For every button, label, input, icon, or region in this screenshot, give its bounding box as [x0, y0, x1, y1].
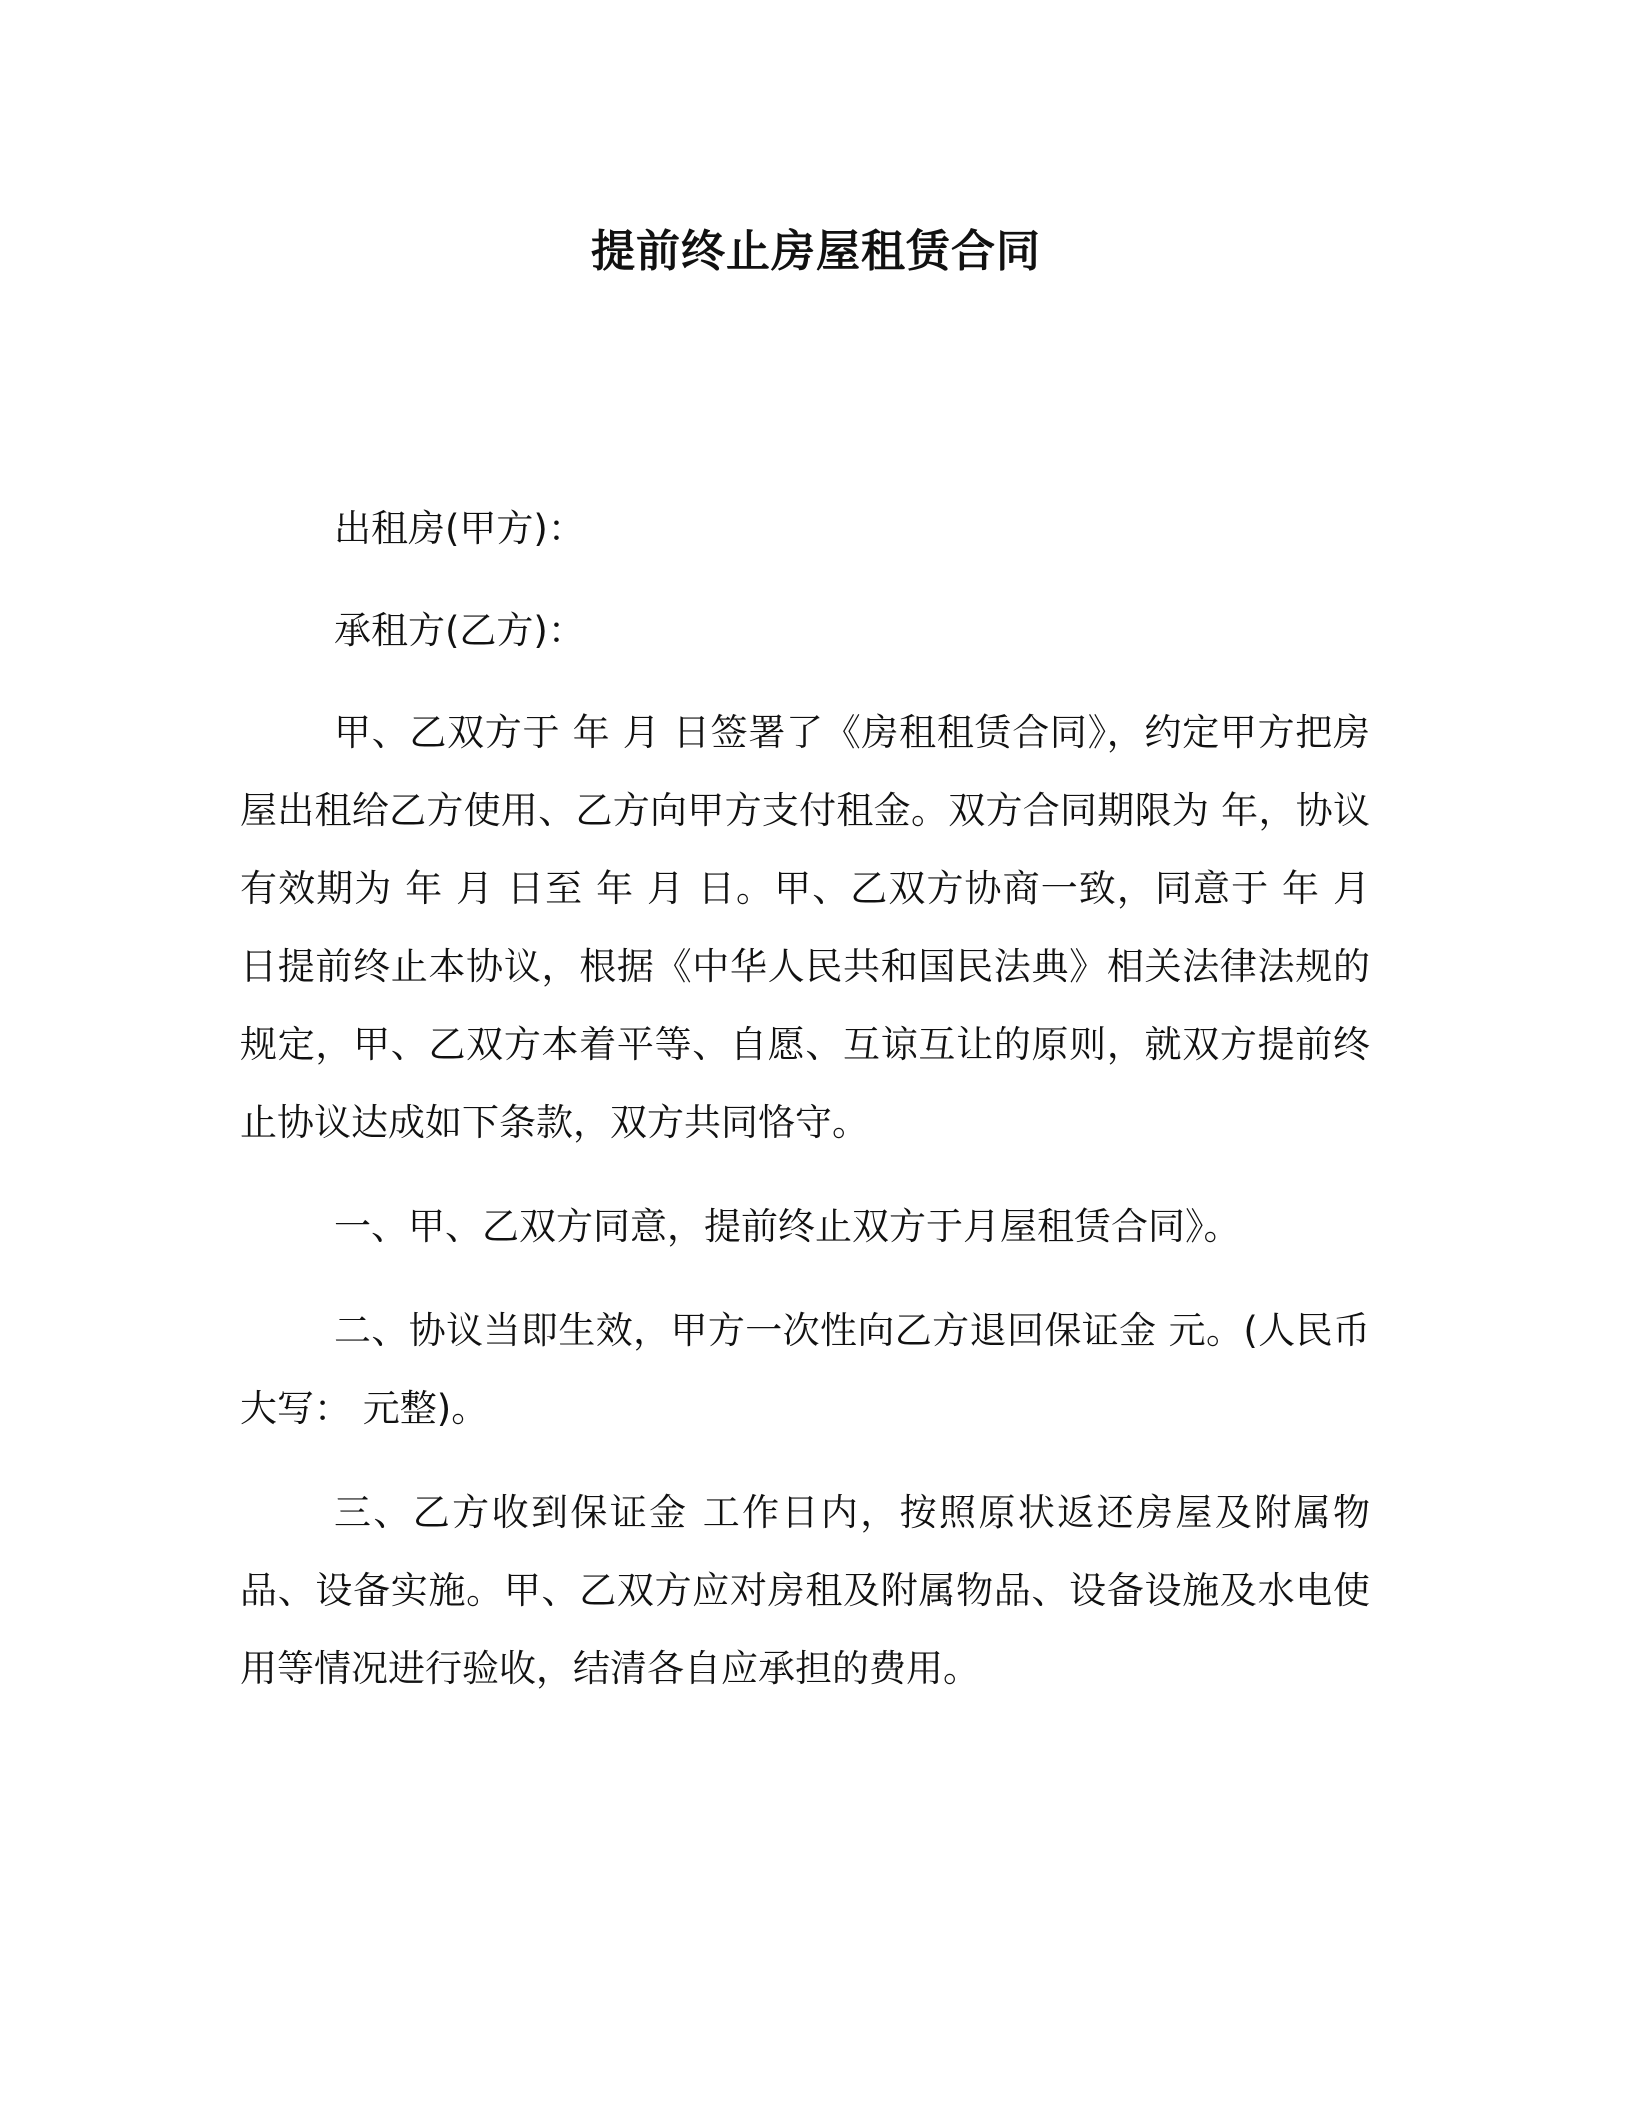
clause-1: 一、甲、乙双方同意，提前终止双方于月屋租赁合同》。	[334, 1205, 1241, 1248]
preamble-paragraph: 甲、乙双方于 年 月 日签署了《房租租赁合同》，约定甲方把房屋出租给乙方使用、乙方向甲方支付租金。双方合同期限为 年，协议有效期为 年 月 日至 年 月 日。甲、乙双方协商一致，同意于 年 月 日提前终止本协议，根据《中华人民共和国民法典》相关法律法规的规定，甲、乙双方本着平等、自愿、互谅互让的原则，就双方提前终止协议达成如下条款，双方共同恪守。	[240, 711, 1370, 1144]
clause-3: 三、乙方收到保证金 工作日内，按照原状返还房屋及附属物品、设备实施。甲、乙双方应对房租及附属物品、设备设施及水电使用等情况进行验收，结清各自应承担的费用。	[240, 1491, 1370, 1690]
lessee-line: 承租方(乙方)：	[334, 609, 585, 652]
document-title: 提前终止房屋租赁合同	[591, 226, 1041, 277]
document-body	[240, 490, 1370, 1734]
clause-2: 二、协议当即生效，甲方一次性向乙方退回保证金 元。(人民币大写： 元整)。	[240, 1309, 1370, 1430]
lessor-line: 出租房(甲方)：	[334, 507, 585, 550]
